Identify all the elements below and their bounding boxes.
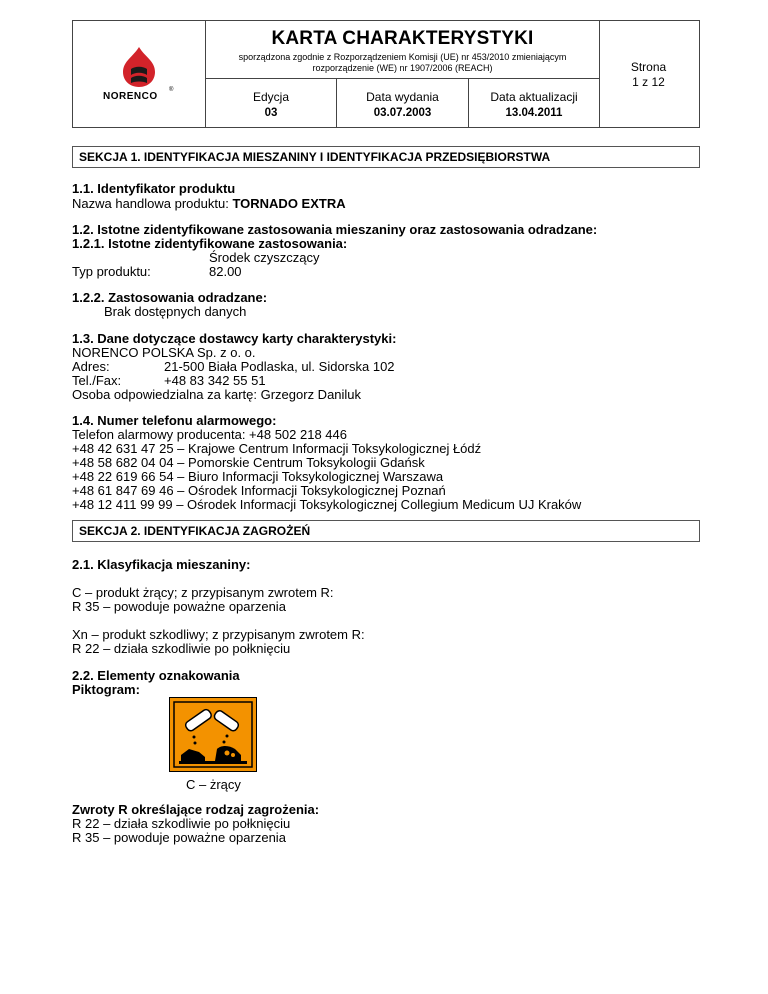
product-name-label: Nazwa handlowa produktu: — [72, 196, 229, 211]
update-date-value: 13.04.2011 — [505, 107, 563, 119]
heading-1-1: 1.1. Identyfikator produktu — [72, 181, 236, 196]
uses-advised-against: Brak dostępnych danych — [104, 304, 247, 319]
page-label: Strona — [630, 60, 667, 74]
heading-1-2-1: 1.2.1. Istotne zidentyfikowane zastosowania: — [72, 236, 348, 251]
product-type-label: Typ produktu: — [72, 264, 151, 279]
section-1-heading: SEKCJA 1. IDENTYFIKACJA MIESZANINY I IDENTYFIKACJA PRZEDSIĘBIORSTWA — [72, 146, 700, 168]
responsible-person: Osoba odpowiedzialna za kartę: Grzegorz Daniluk — [72, 387, 362, 402]
subtitle-line-2: rozporządzenie (WE) nr 1907/2006 (REACH) — [312, 63, 493, 73]
header-columns — [206, 79, 599, 128]
product-name-row — [72, 196, 346, 212]
r-phrases-heading: Zwroty R określające rodzaj zagrożenia: — [72, 802, 320, 817]
identified-use: Środek czyszczący — [209, 250, 320, 265]
tel-label: Tel./Fax: — [72, 373, 122, 388]
phone-line: +48 12 411 99 99 – Ośrodek Informacji Toksykologicznej Collegium Medicum UJ Kraków — [72, 497, 582, 512]
edition-value: 03 — [264, 107, 278, 119]
r-phrase: R 35 – powoduje poważne oparzenia — [72, 830, 286, 845]
tel-value: +48 83 342 55 51 — [164, 373, 266, 388]
heading-1-4: 1.4. Numer telefonu alarmowego: — [72, 413, 277, 428]
subtitle-line-1: sporządzona zgodnie z Rozporządzeniem Komisji (UE) nr 453/2010 zmieniającym — [238, 52, 567, 62]
header-middle — [206, 21, 600, 127]
classification-c: C – produkt żrący; z przypisanym zwrotem R: — [72, 585, 334, 600]
phone-line: Telefon alarmowy producenta: +48 502 218 446 — [72, 427, 347, 442]
section-2-heading: SEKCJA 2. IDENTYFIKACJA ZAGROŻEŃ — [72, 520, 700, 542]
heading-1-2: 1.2. Istotne zidentyfikowane zastosowania mieszaniny oraz zastosowania odradzane: — [72, 222, 598, 237]
update-date-cell — [469, 79, 599, 128]
page-cell — [598, 21, 699, 127]
phone-line: +48 61 847 69 46 – Ośrodek Informacji Toksykologicznej Poznań — [72, 483, 446, 498]
registered-mark: ® — [169, 87, 174, 93]
heading-2-1: 2.1. Klasyfikacja mieszaniny: — [72, 557, 251, 572]
product-name: TORNADO EXTRA — [232, 196, 346, 211]
classification-r35: R 35 – powoduje poważne oparzenia — [72, 599, 286, 614]
r-phrase: R 22 – działa szkodliwie po połknięciu — [72, 816, 291, 831]
heading-1-2-2: 1.2.2. Zastosowania odradzane: — [72, 290, 268, 305]
edition-cell — [206, 79, 337, 128]
classification-r22: R 22 – działa szkodliwie po połknięciu — [72, 641, 291, 656]
norenco-logo-icon — [111, 45, 167, 89]
classification-xn: Xn – produkt szkodliwy; z przypisanym zwrotem R: — [72, 627, 365, 642]
address-value: 21-500 Biała Podlaska, ul. Sidorska 102 — [164, 359, 395, 374]
page-number: 1 z 12 — [632, 75, 665, 89]
edition-label: Edycja — [252, 90, 290, 104]
issue-date-cell — [337, 79, 469, 128]
logo-wordmark: NORENCO — [103, 91, 158, 102]
document-title: KARTA CHARAKTERYSTYKI — [271, 28, 534, 49]
phone-line: +48 22 619 66 54 – Biuro Informacji Toksykologicznej Warszawa — [72, 469, 444, 484]
corrosive-pictogram-icon — [169, 697, 257, 772]
address-label: Adres: — [72, 359, 110, 374]
issue-date-label: Data wydania — [366, 90, 439, 104]
update-date-label: Data aktualizacji — [490, 90, 578, 104]
logo-cell — [73, 21, 206, 127]
product-type-value: 82.00 — [209, 264, 242, 279]
pictogram-caption: C – żrący — [186, 777, 241, 792]
heading-2-2: 2.2. Elementy oznakowania — [72, 668, 240, 683]
pictogram-label: Piktogram: — [72, 682, 140, 697]
document-header — [72, 20, 700, 128]
title-area — [206, 21, 599, 79]
heading-1-3: 1.3. Dane dotyczące dostawcy karty charakterystyki: — [72, 331, 397, 346]
phone-line: +48 42 631 47 25 – Krajowe Centrum Informacji Toksykologicznej Łódź — [72, 441, 482, 456]
issue-date-value: 03.07.2003 — [373, 107, 432, 119]
phone-line: +48 58 682 04 04 – Pomorskie Centrum Toksykologii Gdańsk — [72, 455, 425, 470]
company-name: NORENCO POLSKA Sp. z o. o. — [72, 345, 256, 360]
